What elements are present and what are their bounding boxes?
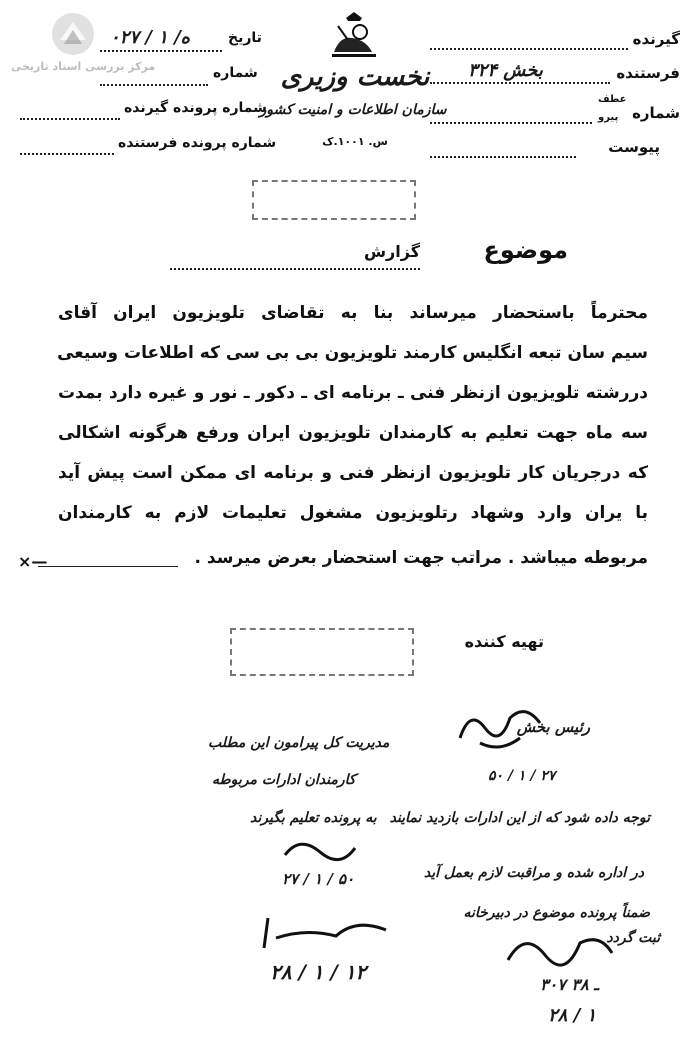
watermark-text: مرکز بررسی اسناد تاریخی	[10, 60, 156, 73]
receiver-file-dots	[20, 118, 120, 120]
note-right-line: توجه داده شود که از این ادارات بازدید نمایند	[389, 810, 650, 826]
bottom-right-signature	[500, 925, 620, 975]
ref-dots	[430, 122, 592, 124]
signature-scribble-icon	[450, 698, 550, 758]
body-line: سیم سان تبعه انگلیس کارمند تلویزیون بی بی سی که اطلاعات وسیعی	[57, 343, 648, 363]
body-line: که درجریان کار تلویزیون ازنظر فنی و برنامه ای ممکن است پیش آید	[58, 463, 648, 483]
ref-label: شماره	[632, 104, 680, 122]
note-right-line: ثبت گردد	[606, 930, 660, 946]
lion-sun-emblem	[326, 12, 382, 60]
subject-dots	[170, 268, 420, 270]
attachment-label: پیوست	[608, 138, 660, 156]
subject-label: موضوع	[483, 236, 568, 264]
left-signature	[280, 830, 360, 870]
archive-logo-icon	[48, 10, 98, 58]
date-bottom-right-2: ۲۸ / ۱	[548, 1005, 597, 1026]
end-mark: ×—	[18, 552, 48, 571]
note-right-line: در اداره شده و مراقبت لازم بعمل آید	[423, 865, 644, 881]
note-left-line: کارمندان ادارات مربوطه	[212, 772, 356, 788]
watermark-logo	[48, 10, 98, 58]
ref-note-1: عطف	[598, 94, 627, 105]
sender-label: فرستنده	[616, 64, 680, 82]
body-line: دررشته تلویزیون ازنظر فنی ـ برنامه ای ـ دکور ـ نور و غیره دارد بمدت	[58, 383, 648, 403]
number-dots	[100, 84, 208, 86]
body-line: محترماً باستحضار میرساند بنا به تقاضای تلویزیون ایران آقای	[58, 303, 648, 323]
note-left-line: مدیریت کل پیرامون این مطلب	[208, 735, 390, 751]
date-value: ۰ه/ ۱ / ۲۷	[110, 27, 191, 48]
signature-scribble-icon	[256, 908, 396, 958]
sender-dots	[430, 82, 610, 84]
receiver-label: گیرنده	[632, 30, 680, 48]
end-line	[38, 566, 178, 567]
note-right-date: ۲۷ / ۱ / ۵۰	[488, 768, 556, 784]
note-right-line: ضمناً پرونده موضوع در دبیرخانه	[463, 905, 650, 921]
date-left: ۲۷ / ۱ / ۵۰	[282, 870, 355, 888]
org-subtitle: سازمان اطلاعات و امنیت کشور	[259, 102, 447, 118]
body-line-last: مربوطه میباشد . مراتب جهت استحضار بعرض میرسد .	[194, 548, 648, 568]
org-title: نخست وزیری	[280, 62, 430, 92]
redacted-stamp	[252, 180, 416, 220]
lion-and-sun-icon	[326, 12, 382, 60]
receiver-dots	[430, 48, 628, 50]
bottom-left-signature	[256, 908, 396, 958]
receiver-file-label: شماره پرونده گیرنده	[124, 100, 267, 116]
prepared-by-label: تهیه کننده	[464, 632, 544, 651]
signature-scribble-icon	[500, 925, 620, 975]
sender-file-dots	[20, 153, 114, 155]
section-chief-signature	[450, 698, 550, 758]
sender-file-label: شماره پرونده فرستنده	[118, 135, 277, 151]
org-code: س. ۱۰۰۱.ک	[322, 135, 388, 148]
date-bottom-left: ۲۸ / ۱ / ۱۲	[270, 960, 367, 984]
date-bottom-right: ۳۰۷ ـ ۳۸	[540, 975, 599, 994]
signature-scribble-icon	[280, 830, 360, 870]
body-line: با یران وارد وشهاد رتلویزیون مشغول تعلیمات لازم به کارمندان	[58, 503, 648, 523]
subject-value: گزارش	[363, 242, 420, 261]
ref-note-2: پیرو	[598, 112, 619, 123]
body-line: سه ماه جهت تعلیم به کارمندان تلویزیون ایران ورفع هرگونه اشکالی	[58, 423, 648, 443]
date-label: تاریخ	[228, 30, 262, 46]
date-dots	[100, 50, 222, 52]
section-chief-label: رئیس بخش	[516, 718, 590, 736]
number-label: شماره	[213, 65, 258, 81]
attachment-dots	[430, 156, 576, 158]
prepared-by-redacted	[230, 628, 414, 676]
note-left-line: به پرونده تعلیم بگیرند	[250, 810, 377, 826]
sender-value: بخش ۳۲۴	[468, 60, 543, 81]
